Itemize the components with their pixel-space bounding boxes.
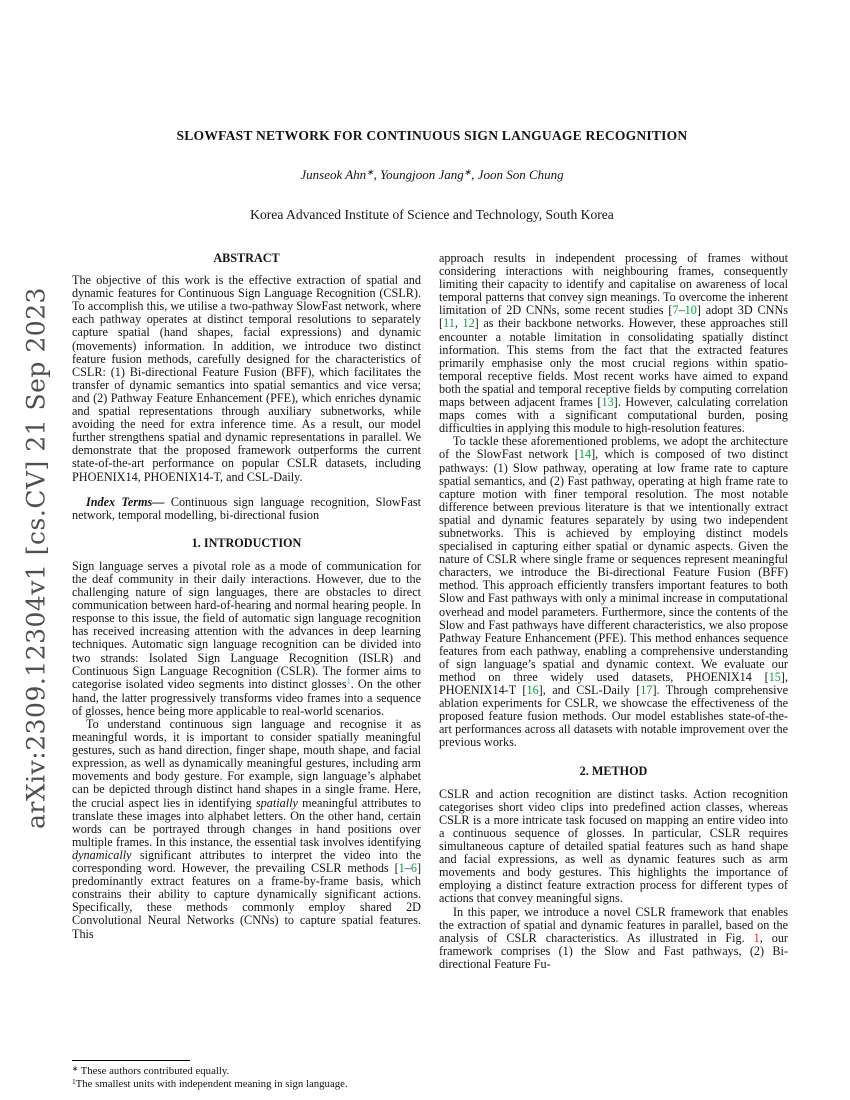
text-run: significant attributes to interpret the video into the corresponding word. However, the prevailing CSLR methods [ xyxy=(72,847,421,876)
citation-link[interactable]: 10 xyxy=(684,303,697,318)
text-run: meaningful attributes to translate these images into alphabet letters. On the other hand, certain words can be portrayed through changes in hand positions over multiple frames. In this instance, the essential task involves identifying xyxy=(72,795,421,849)
text-run: These authors contributed equally. xyxy=(78,1064,230,1077)
footnote-gloss-definition xyxy=(72,1078,421,1092)
method-paragraph-2 xyxy=(439,906,788,971)
text-run: ] predominantly extract features on a frame-by-frame basis, which constrains their ability to capture dynamically significant actions. Specifically, these methods commonly employ shared 2D Convolutional Neural Networks (CNNs) to capture spatial features. This xyxy=(72,861,421,941)
text-run: The objective of this work is the effective extraction of spatial and dynamic features for Continuous Sign Language Recognition (CSLR). To accomplish this, we utilise a two-pathway SlowFast network, where each pathway operates at distinct temporal resolutions to separately capture spatial (hand shapes, facial expressions) and dynamic (movements) information. In addition, we introduce two distinct feature fusion methods, carefully designed for the characteristics of CSLR: (1) Bi-directional Feature Fusion (BFF), which facilitates the transfer of dynamic semantics into spatial semantics and vice versa; and (2) Pathway Feature Enhancement (PFE), which enriches dynamic and spatial representations through auxiliary subnetworks, while avoiding the need for extra inference time. As a result, our model further strengthens spatial and dynamic representations in parallel. We demonstrate that the proposed framework outperforms the current state-of-the-art performance on popular CSLR datasets, including PHOENIX14, PHOENIX14-T, and CSL-Daily. xyxy=(72,273,421,484)
text-run: Junseok Ahn xyxy=(300,167,367,182)
text-run: ], PHOENIX14-T [ xyxy=(439,670,788,698)
text-run: ] as their backbone networks. However, these approaches still encounter a notable limitation in consolidating spatially distinct information. This stems from the fact that the extracted features primarily emphasise only the most crucial regions within spatio-temporal receptive fields. Most recent works have aimed to expand both the spatial and temporal receptive fields by computing correlation maps between adjacent frames [ xyxy=(439,316,788,410)
text-run: approach results in independent processing of frames without considering interactions with neighbouring frames, consequently limiting their capacity to identify and capitalise on awareness of local temporal patterns that convey sign meanings. To overcome the inherent limitation of 2D CNNs, some recent studies [ xyxy=(439,252,788,318)
method-paragraph-1 xyxy=(439,788,788,906)
text-run: ], which is composed of two distinct pathways: (1) Slow pathway, operating at low frame rate to capture spatial semantics, and (2) Fast pathway, operating at high frame rate to capture motion with finer temporal resolution. The most notable difference between previous literature is that we intentionally extract spatial and dynamic features separately by using two independent subnetworks. This is achieved by employing distinct models specialised in capturing either spatial or dynamic aspects. Given the nature of CSLR where single frame or sequences represent meaningful characters, we introduce the Bi-directional Feature Fusion (BFF) method. This approach efficiently transfers important features to both Slow and Fast pathways with only a minimal increase in computational overhead and model parameters. Furthermore, since the contents of the Slow and Fast pathways have different characteristics, we also propose Pathway Feature Enhancement (PFE). This method enhances sequence features from each pathway, enabling a comprehensive understanding of sign language’s spatial and dynamic context. We evaluate our method on three widely used datasets, PHOENIX14 [ xyxy=(439,447,788,684)
text-run: To tackle these aforementioned problems, we adopt the architecture of the SlowFast network [ xyxy=(439,434,788,462)
figure-ref-link[interactable]: 1 xyxy=(753,930,760,945)
paper-header xyxy=(70,128,794,223)
intro-paragraph-3 xyxy=(439,252,788,435)
text-run: 1 xyxy=(72,1077,76,1087)
text-run: The smallest units with independent meaning in sign language. xyxy=(75,1078,348,1091)
citation-link[interactable]: 11 xyxy=(443,316,455,331)
text-run: ]. However, calculating correlation maps comes with a significant computational burden, posing difficulties in applying this module to high-resolution features. xyxy=(439,395,788,436)
text-run: ]. Through comprehensive ablation experiments for CSLR, we showcase the effectiveness of the proposed feature fusion methods. Our model establishes state-of-the-art performances across all datasets with notable improvement over the previous works. xyxy=(439,683,788,750)
section-1-heading: 1. INTRODUCTION xyxy=(191,535,302,550)
abstract-heading: ABSTRACT xyxy=(213,252,280,265)
affiliation-line: Korea Advanced Institute of Science and Technology, South Korea xyxy=(250,207,614,222)
index-terms-line xyxy=(72,496,421,522)
footnote-block xyxy=(72,1054,421,1092)
text-run: Sign language serves a pivotal role as a mode of communication for the deaf community in their daily interactions. However, due to the challenging nature of sign languages, there are obstacles to direct communication between hard-of-hearing and normal hearing people. In response to this issue, the field of automatic sign language recognition has received increasing attention with the advances in deep learning techniques. Automatic sign language recognition can be divided into two strands: Isolated Sign Language Recognition (ISLR) and Continuous Sign Language Recognition (CSLR). The former aims to categorise isolated video segments into distinct glosses xyxy=(72,558,421,691)
arxiv-watermark: arXiv:2309.12304v1 [cs.CV] 21 Sep 2023 xyxy=(21,287,51,829)
citation-link[interactable]: 16 xyxy=(526,683,539,698)
two-column-body xyxy=(72,252,788,1092)
text-run: In this paper, we introduce a novel CSLR framework that enables the extraction of spatial and dynamic features in parallel, based on the analysis of CSLR characteristics. As illustrated in Fig. xyxy=(439,904,788,945)
text-run: , Youngjoon Jang xyxy=(373,167,464,182)
footnote-ref-link[interactable]: 1 xyxy=(346,677,351,686)
section-2-heading: 2. METHOD xyxy=(579,763,648,778)
text-run: . On the other hand, the latter progressively transforms video frames into a sequence of glosses, hence being more applicable to real-world scenarios. xyxy=(72,676,421,718)
right-column xyxy=(439,252,788,1092)
text-run: ∗ xyxy=(463,167,472,178)
citation-link[interactable]: 13 xyxy=(601,395,614,410)
authors-line xyxy=(70,167,794,183)
text-run: CSLR and action recognition are distinct tasks. Action recognition categorises short video clips into predefined action classes, whereas CSLR is a more intricate task focused on mapping an entire video into a continuous sequence of glosses. In particular, CSLR requires simultaneous capture of detailed spatial features such as hand shape and facial expressions, as well as dynamic features such as arm movements and body gestures. This highlights the importance of employing a distinct feature extraction process for different types of actions that convey meaningful signs. xyxy=(439,786,788,906)
text-run: ∗ xyxy=(366,167,374,178)
text-run: ], and CSL-Daily [ xyxy=(538,683,641,698)
citation-link[interactable]: 17 xyxy=(640,683,653,698)
text-run: ] adopt 3D CNNs [ xyxy=(439,303,788,331)
citation-link[interactable]: 12 xyxy=(462,316,475,331)
citation-link[interactable]: 6 xyxy=(410,861,417,876)
intro-paragraph-4 xyxy=(439,435,788,749)
text-run: Index Terms— xyxy=(86,494,171,509)
citation-link[interactable]: 15 xyxy=(768,670,781,684)
left-column xyxy=(72,252,421,1092)
paper-title: SLOWFAST NETWORK FOR CONTINUOUS SIGN LANGUAGE RECOGNITION xyxy=(176,128,688,143)
citation-link[interactable]: 7 xyxy=(672,303,679,318)
footnote-equal-contribution xyxy=(72,1065,421,1079)
text-run: – xyxy=(404,861,411,876)
text-run: , xyxy=(454,316,463,331)
footnote-rule xyxy=(72,1060,190,1061)
text-run: , Joon Son Chung xyxy=(471,167,564,182)
abstract-paragraph xyxy=(72,274,421,484)
text-run: , our framework comprises (1) the Slow and Fast pathways, (2) Bi-directional Feature Fu- xyxy=(439,930,788,971)
citation-link[interactable]: 14 xyxy=(578,447,592,462)
intro-paragraph-2 xyxy=(72,718,421,941)
text-run: Continuous sign language recognition, SlowFast network, temporal modelling, bi-directional fusion xyxy=(72,494,421,522)
text-run: spatially xyxy=(255,795,298,810)
text-run: – xyxy=(678,303,685,318)
intro-paragraph-1 xyxy=(72,560,421,718)
text-run: dynamically xyxy=(72,847,132,862)
text-run: To understand continuous sign language and recognise it as meaningful words, it is important to consider spatially meaningful gestures, such as hand direction, finger shape, mouth shape, and facial expression, as well as dynamically meaningful gestures, including arm movements and body gesture. For example, sign language’s alphabet can be depicted through distinct hand shapes in a single frame. Here, the crucial aspect lies in identifying xyxy=(72,717,421,810)
text-run: ∗ xyxy=(72,1063,79,1073)
citation-link[interactable]: 1 xyxy=(398,861,405,876)
